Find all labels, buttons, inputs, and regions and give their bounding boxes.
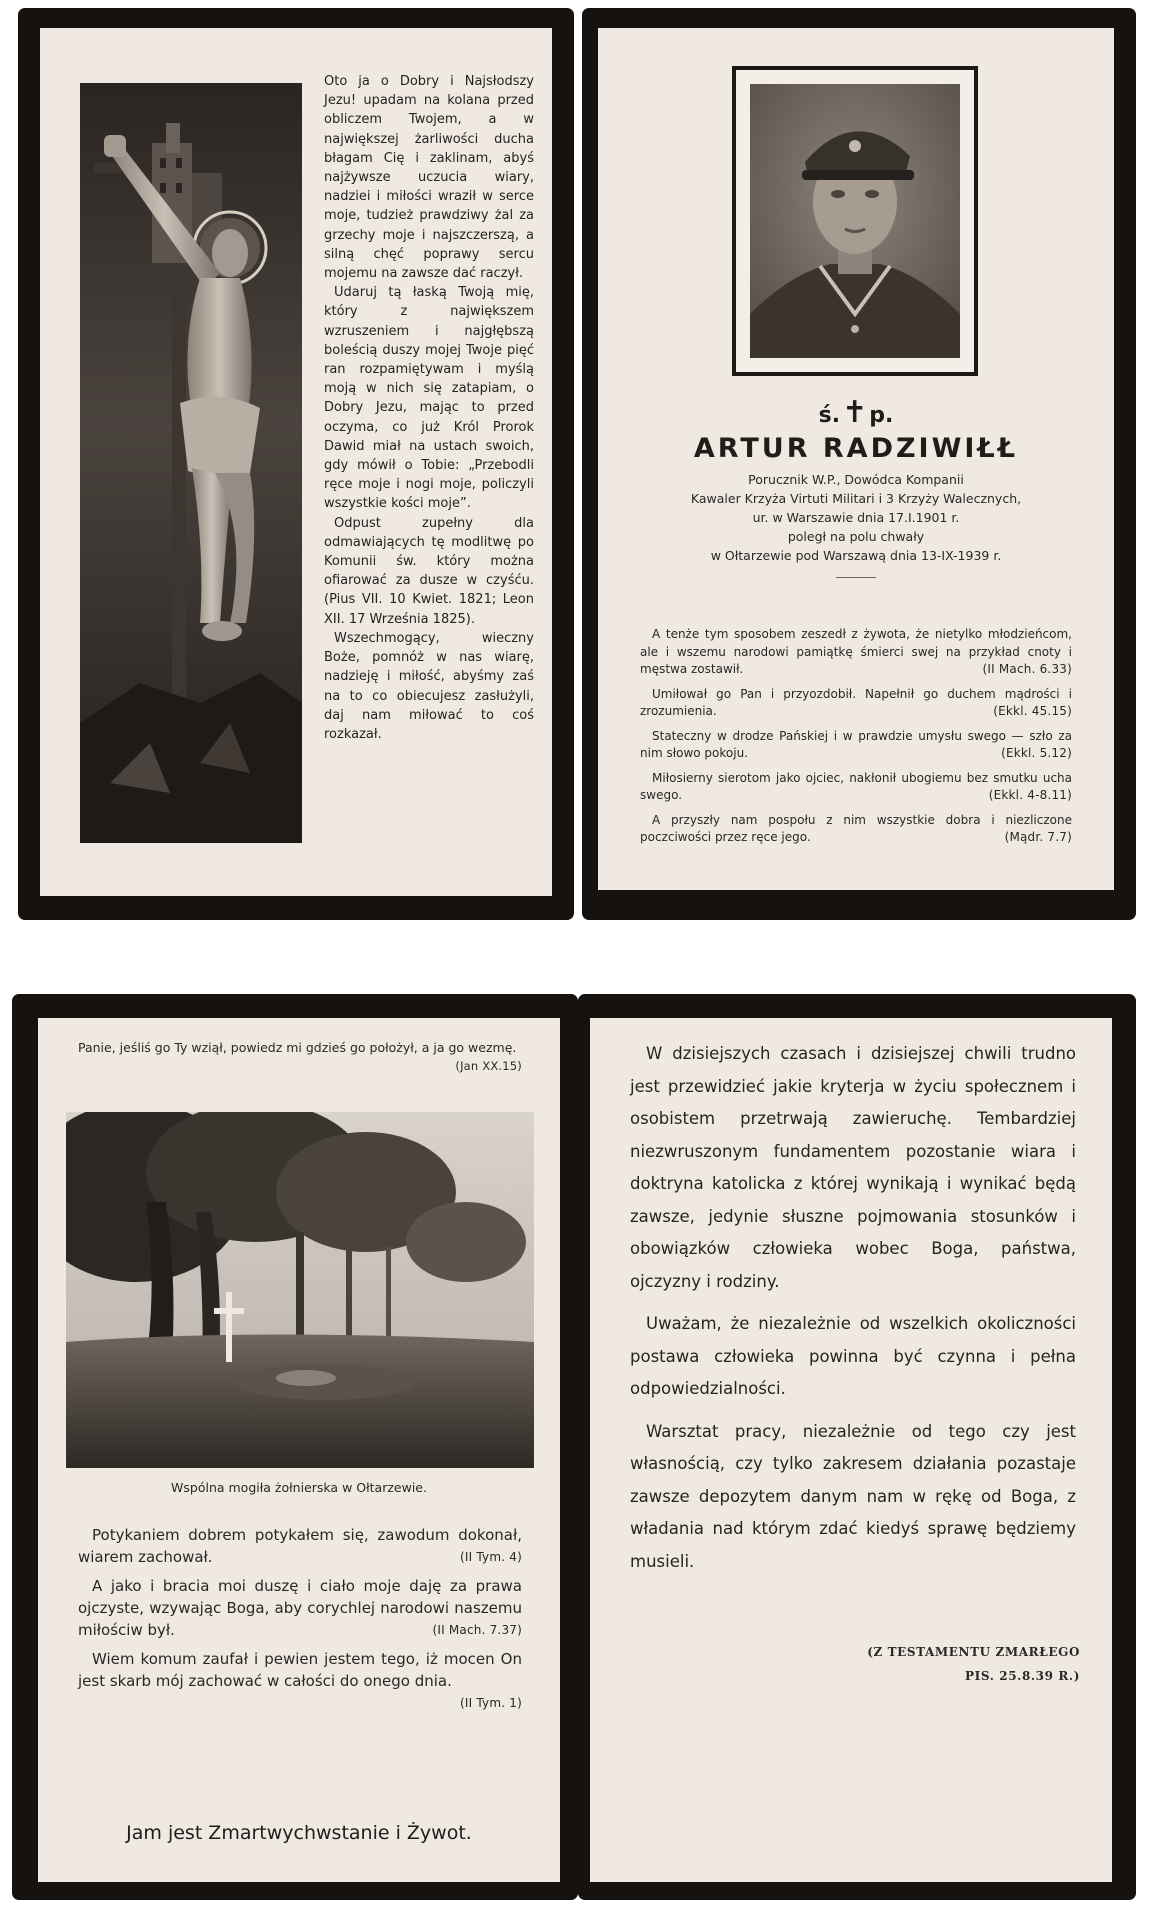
portrait-frame [732, 66, 978, 376]
testament-paragraph: W dzisiejszych czasach i dzisiejszej chwili trudno jest przewidzieć jakie kryterja w życiu społecznem i osobistem przetrwają zawieruchę. Tembardziej niezwruszonym fundamentem pozostanie wiara i doktryna katolicka z której wynikają i wynikać będą zawsze, jedynie słuszne pojmowania stosunków i obowiązków człowieka wobec Boga, państwa, ojczyzny i rodziny. [630, 1044, 1076, 1291]
prayer-paragraph: Odpust zupełny dla odmawiających tę modlitwę po Komunii św. który można ofiarować za dusze w czyśću. (Pius VII. 10 Kwiet. 1821; Leon XII. 17 Września 1825). [324, 515, 534, 627]
prayer-card [18, 8, 574, 920]
memorial-card [582, 8, 1136, 920]
verse-text: A przyszły nam pospołu z nim wszystkie dobra i niezliczone poczciwości przez ręce jego. [640, 812, 1072, 844]
memorial-details [598, 470, 1114, 565]
verse-text: Stateczny w drodze Pańskiej i w prawdzie umysłu swego — szło za nim słowo pokoju. [640, 728, 1072, 760]
fell-line: poległ na polu chwały [787, 529, 925, 544]
verse-ref: (II Tym. 4) [460, 1550, 522, 1564]
verse [640, 728, 1072, 763]
portrait-photo [750, 84, 960, 358]
prayer-paragraph: Wszechmogący, wieczny Boże, pomnóż w nas wiarę, nadzieję i miłość, abyśmy zaś na to co obiecujesz zasłużyli, daj nam miłować to coś rozkazał. [324, 630, 534, 742]
verse-ref: (II Mach. 7.37) [432, 1623, 522, 1637]
memorial-verses [640, 626, 1072, 854]
crucifix-image [80, 83, 302, 843]
signature-line-1: (Z TESTAMENTU ZMARŁEGO [867, 1645, 1080, 1659]
grave-picture [66, 1112, 534, 1468]
testament-paragraph: Warsztat pracy, niezależnie od tego czy jest własnością, czy tylko zakresem działania pozastaje zawsze depozytem danym nam w rękę od Boga, z władania nad którym zdać kiedyś sprawę będziemy musieli. [630, 1421, 1076, 1571]
verse-text: Umiłował go Pan i przyozdobił. Napełnił go duchem mądrości i zrozumienia. [640, 686, 1072, 718]
grave-photo [66, 1112, 534, 1468]
verse [78, 1524, 522, 1568]
grave-card-inner [38, 1018, 560, 1882]
sp-prefix: ś. [818, 403, 841, 428]
memorial-heading [598, 395, 1114, 578]
prayer-paragraph: Oto ja o Dobry i Najsłodszy Jezu! upadam na kolana przed obliczem Twojem, a w największej żarliwości ducha błagam Cię i zaklinam, abyś najżywsze uczucia wiary, nadziei i miłości wraził w serce moje, tudzież prawdziwy żal za grzechy moje i najszczerszą, a silną chęć poprawy sercu mojemu na zawsze dać raczył. [324, 74, 534, 282]
verse-ref: (II Tym. 1) [460, 1696, 522, 1710]
verse-ref: (Mądr. 7.7) [1004, 830, 1072, 844]
deceased-name: ARTUR RADZIWIŁŁ [693, 433, 1019, 464]
prayer-text [324, 72, 534, 744]
grave-top-ref: (Jan XX.15) [455, 1059, 522, 1073]
verse [78, 1575, 522, 1641]
final-line: Jam jest Zmartwychwstanie i Żywot. [126, 1822, 472, 1844]
testament-paragraph: Uważam, że niezależnie od wszelkich okoliczności postawa człowieka powinna być czynna i pełna odpowiedzialności. [630, 1314, 1076, 1398]
prayer-paragraph: Udaruj tą łaską Twoją mię, który z największem wzruszeniem i najgłębszą boleścią duszy mojej Twoje pięć ran rozpamiętywam i myślą moją w nich się zatapiam, o Dobry Jezu, mając to przed oczyma, co już Król Prorok Dawid miał na ustach swoich, gdy mówił o Tobie: „Przebodli ręce moje i nogi moje, policzyli wszystkie kości moje”. [324, 285, 534, 512]
verse [640, 686, 1072, 721]
grave-top-verse [78, 1038, 522, 1076]
verse [640, 626, 1072, 679]
rank-line: Porucznik W.P., Dowódca Kompanii [748, 472, 964, 487]
testament-text [630, 1038, 1076, 1578]
verse-ref: (Ekkl. 5.12) [1001, 746, 1072, 760]
sp-suffix: p. [869, 403, 894, 428]
portrait-picture [750, 84, 960, 358]
testament-signature [790, 1640, 1080, 1688]
verse [78, 1648, 522, 1710]
grave-caption: Wspólna mogiła żołnierska w Ołtarzewie. [171, 1480, 427, 1495]
testament-card [578, 994, 1136, 1900]
verse-text: A jako i bracia moi duszę i ciało moje daję za prawa ojczyste, wzywając Boga, aby corychlej narodowi naszemu miłościw był. [78, 1577, 522, 1639]
verse-ref: (Ekkl. 4-8.11) [988, 788, 1072, 802]
prayer-card-inner [40, 28, 552, 896]
memorial-card-inner [598, 28, 1114, 890]
grave-card [12, 994, 578, 1900]
signature-line-2: PIS. 25.8.39 R.) [965, 1669, 1080, 1683]
grave-verses [78, 1524, 522, 1714]
place-line: w Ołtarzewie pod Warszawą dnia 13-IX-1939 r. [710, 548, 1002, 563]
verse-text: Wiem komum zaufał i pewien jestem tego, iż mocen On jest skarb mój zachować w całości do onego dnia. [78, 1650, 522, 1690]
awards-line: Kawaler Krzyża Virtuti Militari i 3 Krzyży Walecznych, [690, 491, 1022, 506]
cross-icon: ✝ [842, 395, 868, 430]
verse-ref: (II Mach. 6.33) [982, 662, 1072, 676]
sp-mark [598, 395, 1114, 430]
verse-text: Potykaniem dobrem potykałem się, zawodum dokonał, wiarem zachował. [78, 1526, 522, 1566]
verse [640, 812, 1072, 847]
crucifix-picture [80, 83, 302, 843]
divider [836, 577, 876, 578]
testament-card-inner [590, 1018, 1112, 1882]
born-line: ur. w Warszawie dnia 17.I.1901 r. [752, 510, 960, 525]
verse-ref: (Ekkl. 45.15) [993, 704, 1072, 718]
grave-top-text: Panie, jeśliś go Ty wziął, powiedz mi gdzieś go położył, a ja go wezmę. [78, 1040, 517, 1055]
verse-text: Miłosierny sierotom jako ojciec, nakłonił ubogiemu bez smutku ucha swego. [640, 770, 1072, 802]
verse [640, 770, 1072, 805]
verse-text: A tenże tym sposobem zeszedł z żywota, że nietylko młodzieńcom, ale i wszemu narodowi pamiątkę śmierci swej na przykład cnoty i męstwa zostawił. [640, 627, 1072, 676]
